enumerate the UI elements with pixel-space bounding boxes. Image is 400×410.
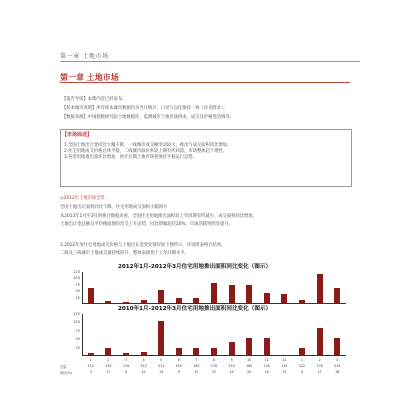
body-heading-1: ◎2012年土地市场全景: [60, 196, 105, 201]
header-rule: [60, 61, 360, 62]
chart2-data-table: [60, 358, 350, 378]
document-header: 第一章 土地市场: [60, 53, 109, 60]
chart2-y-tick-label: 75: [75, 328, 80, 333]
chart2-table-cell: 8: [300, 370, 304, 374]
chart2-table-cell: 9: [124, 370, 128, 374]
chart2-y-tick-label: 50: [75, 337, 80, 342]
chart2-x-tick-label: 1: [300, 358, 304, 362]
chart2-table-cell: 222: [298, 364, 306, 368]
chart2-table-cell: 215: [334, 364, 341, 368]
chart1-plot: [60, 272, 350, 304]
chart2-bar: [193, 348, 199, 355]
chart2-bar: [229, 342, 235, 355]
chart2-table-cell: 378: [316, 364, 323, 368]
chart2-table-cell: 20: [247, 370, 252, 374]
chart2-table-cell: 25: [229, 370, 234, 374]
body-heading-2: 全国土地出让面积同比下降，住宅用地成交面积小幅回升: [60, 205, 168, 210]
chart2-bar: [211, 348, 217, 355]
section-title: 第一章 土地市场: [60, 73, 119, 82]
chart1-y-tick-label: 100: [73, 276, 80, 281]
chart2-plot: [60, 314, 350, 356]
chart2-table-cell: 140: [263, 364, 270, 368]
body-paragraph-2: 土地出让金总额及平均楼面地价均呈上升态势，同比增幅超过20%，市场活跃度明显提升。: [60, 222, 233, 227]
chart1-title: 2012年1月-2012年3月住宅用地推出面积同比变化（图示）: [118, 264, 272, 270]
chart2-x-tick-label: 3: [124, 358, 128, 362]
chart1-bar: [176, 298, 182, 303]
chart2-x-tick-label: 12: [282, 358, 287, 362]
chart1-bar: [299, 300, 305, 303]
chart2-table-cell: 18: [335, 370, 340, 374]
chart2-x-tick-label: 6: [177, 358, 180, 362]
summary-title: 【市场综述】: [62, 132, 93, 138]
chart2-bar: [317, 328, 323, 355]
chart2-x-tick-label: 11: [264, 358, 269, 362]
chart2-x-tick-label: 2: [318, 358, 321, 362]
chart2-x-tick-label: 1: [89, 358, 92, 362]
meta-line-2: 【样本城市说明】所有样本城市数据均为当月统计，口径与以往保持一致（详见附录）。: [62, 106, 228, 111]
chart2-bar: [88, 353, 94, 355]
chart2-bar: [105, 348, 111, 355]
chart2-bar: [264, 338, 270, 355]
chart2-y-tick-label: 100: [73, 320, 80, 325]
chart1-bar: [281, 294, 287, 303]
chart2-table-cell: 15: [159, 370, 164, 374]
chart2-table-cell: 183: [193, 364, 200, 368]
summary-text: [64, 143, 346, 161]
chart2-x-tick-label: 5: [160, 358, 163, 362]
summary-line-2: 2.住宅用地成交价格总体平稳，二线城市溢价率较上期有所回落，市场整体趋于理性。: [64, 149, 228, 154]
chart2-table-cell: 37: [211, 370, 217, 374]
chart2-x-tick-label: 7: [195, 358, 198, 362]
chart2-x-tick-label: 4: [142, 358, 145, 362]
chart2-bar: [334, 338, 340, 355]
chart2-row-label: 总量: [60, 365, 67, 369]
chart1-bar: [334, 288, 340, 303]
chart1-bar: [211, 283, 217, 303]
chart1-bar: [264, 293, 270, 303]
chart1-bar: [158, 290, 164, 303]
chart2-y-tick-label: 25: [75, 345, 80, 350]
chart2-table-cell: 112: [87, 364, 94, 368]
chart2-bar: [123, 353, 129, 355]
chart2-table-cell: 42: [141, 370, 146, 374]
chart2-row-label: 同比(%): [60, 371, 72, 375]
body-paragraph-4: 二线及三线城市土地成交量持续回升，整体表现优于上年同期水平。: [60, 251, 189, 256]
chart2-x-tick-label: 3: [336, 358, 339, 362]
chart2-table-cell: 3: [89, 370, 92, 374]
chart1-y-tick-label: 50: [75, 289, 80, 294]
chart2-y-axis: [82, 314, 83, 356]
chart2-x-tick-label: 8: [212, 358, 216, 362]
chart2-table-cell: 211: [158, 364, 165, 368]
section-rule: [60, 82, 350, 83]
chart2-table-cell: 27: [317, 370, 322, 374]
chart2-table-cell: 115: [281, 364, 288, 368]
chart1-bar: [123, 302, 129, 303]
chart1-y-tick-label: 75: [75, 282, 80, 287]
chart2-table-cell: 152: [105, 364, 112, 368]
body-paragraph-1: 从2013年1月至3月的统计数据来看，全国住宅用地推出面积较上年同期有所减少，成交面积同比增加，: [60, 214, 257, 219]
chart2-table-cell: 9: [177, 370, 180, 374]
chart1-y-axis: [82, 272, 83, 304]
chart2-bar: [246, 338, 252, 355]
chart1-bar: [141, 300, 147, 303]
chart2-x-tick-label: 10: [247, 358, 252, 362]
chart1-bar: [105, 301, 111, 303]
chart2-table-cell: 155: [175, 364, 182, 368]
chart2-table-cell: 16: [264, 370, 269, 374]
chart1-bar: [88, 288, 94, 303]
chart2-bar: [299, 348, 305, 355]
chart2-table-cell: 278: [210, 364, 218, 368]
chart2-title: 2010年1月-2012年3月住宅用地推出面积同比变化（图示）: [118, 306, 272, 312]
chart2-y-tick-label: 125: [73, 312, 80, 316]
summary-line-1: 1.全国土地出让金同比大幅下降，一线城市成交额变动较大，推出与成交面积同比增加。: [64, 143, 232, 148]
chart1-bar: [246, 285, 252, 303]
chart2-bar: [176, 348, 182, 355]
chart2-table-cell: 15: [282, 370, 287, 374]
chart2-table-cell: 10: [194, 370, 199, 374]
meta-line-1: 【报告导读】本期内容已经发布。: [62, 97, 127, 102]
chart2-table-cell: 119: [122, 364, 130, 368]
summary-line-3: 3.各类用地推出量环比增加，预计后期土地市场将保持平稳运行态势。: [64, 155, 198, 160]
chart1-bar: [317, 274, 323, 303]
chart2-table-cell: 165: [246, 364, 253, 368]
chart1-bar: [229, 285, 235, 303]
chart2-x-axis: [82, 355, 346, 356]
chart2-table-cell: 210: [228, 364, 235, 368]
chart1-y-tick-label: 125: [73, 270, 80, 274]
chart2-x-tick-label: 9: [230, 358, 233, 362]
chart2-bar: [141, 352, 147, 355]
body-paragraph-3: 3.2012年度住宅用地成交价格与土地出让金变化情况如下图所示，详见附表统计结果。: [60, 243, 226, 248]
chart2-bar: [158, 321, 164, 355]
chart2-table-cell: 17: [106, 370, 111, 374]
chart2-table-cell: 312: [140, 364, 147, 368]
chart1-y-tick-label: 25: [75, 295, 80, 300]
chart2-x-tick-label: 2: [107, 358, 110, 362]
chart1-bar: [193, 298, 199, 303]
meta-line-3: 【数据来源】中国指数研究院土地数据库，监测城市土地市场供求、成交及价格变动情况；: [62, 115, 234, 120]
